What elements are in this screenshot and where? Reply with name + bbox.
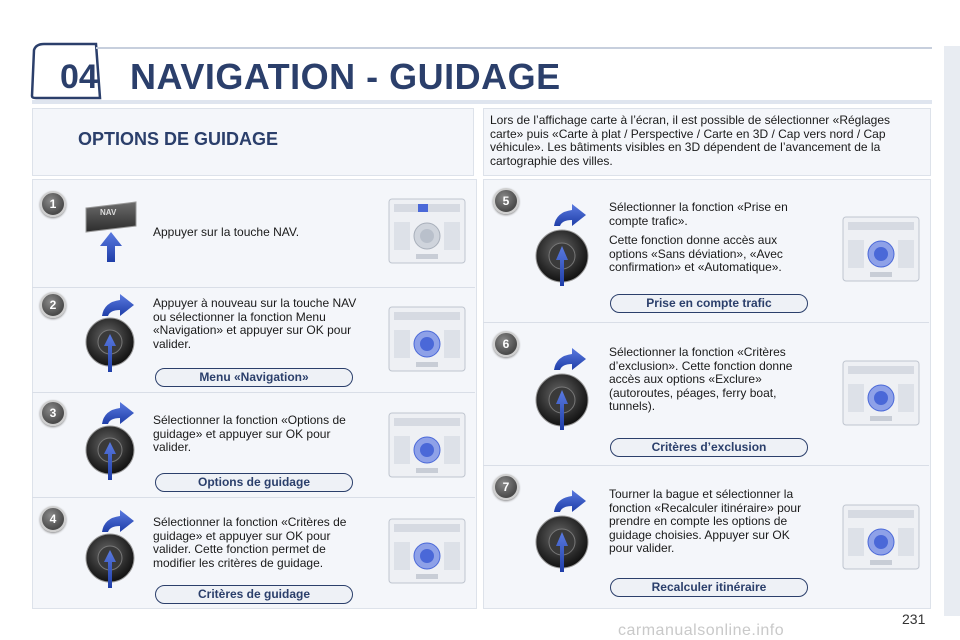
step-7-tag: Recalculer itinéraire: [610, 578, 808, 597]
step-6-tag: Critères d’exclusion: [610, 438, 808, 457]
head-unit-icon: [842, 504, 920, 570]
dial-knob-icon: [532, 490, 598, 574]
step-2-badge: 2: [40, 292, 66, 318]
divider: [483, 322, 929, 323]
dial-knob-icon: [80, 294, 146, 374]
step-3-badge: 3: [40, 400, 66, 426]
dial-knob-icon: [532, 204, 598, 288]
chapter-number: 04: [60, 58, 98, 96]
divider: [483, 465, 929, 466]
step-5-text: [609, 201, 809, 281]
step-7-text: Tourner la bague et sélectionner la fonction «Recalculer itinéraire» pour prendre en compte les options de guidage choisies. Appuyer sur OK pour valider.: [609, 487, 802, 555]
step-4-text: Sélectionner la fonction «Critères de guidage» et appuyer sur OK pour valider. Cette fonction permet de modifier les critères de guidage.: [153, 515, 347, 570]
step-4-badge: 4: [40, 506, 66, 532]
header-band: [32, 100, 932, 104]
step-3-tag: Options de guidage: [155, 473, 353, 492]
head-unit-icon: [388, 518, 466, 584]
step-2-tag: Menu «Navigation»: [155, 368, 353, 387]
dial-knob-icon: [80, 402, 146, 482]
head-unit-icon: [842, 216, 920, 282]
step-5-badge: 5: [493, 188, 519, 214]
divider: [32, 497, 475, 498]
step-5-tag: Prise en compte trafic: [610, 294, 808, 313]
header-rule: [96, 47, 932, 49]
page-number: 231: [902, 611, 926, 627]
head-unit-icon: [388, 306, 466, 372]
step-6-badge: 6: [493, 331, 519, 357]
step-5-text-line: Sélectionner la fonction «Prise en compte trafic».: [609, 200, 788, 228]
section-title: OPTIONS DE GUIDAGE: [78, 129, 279, 149]
dial-knob-icon: [532, 348, 598, 432]
step-2-text: Appuyer à nouveau sur la touche NAV ou sélectionner la fonction Menu «Navigation» et appuyer sur OK pour valider.: [153, 296, 357, 351]
head-unit-icon: [388, 412, 466, 478]
step-7-badge: 7: [493, 474, 519, 500]
head-unit-icon: [842, 360, 920, 426]
step-5-text-detail: Cette fonction donne accès aux options «Sans déviation», «Avec confirmation» et «Automatique».: [609, 233, 783, 274]
side-bar: [944, 46, 960, 616]
step-1-text: Appuyer sur la touche NAV.: [153, 225, 300, 239]
step-3-text: Sélectionner la fonction «Options de guidage» et appuyer sur OK pour valider.: [153, 413, 346, 454]
step-4-tag: Critères de guidage: [155, 585, 353, 604]
divider: [32, 287, 475, 288]
head-unit-icon: [388, 198, 466, 264]
divider: [32, 392, 475, 393]
step-1-badge: 1: [40, 191, 66, 217]
page-title: NAVIGATION - GUIDAGE: [130, 56, 561, 97]
watermark: carmanualsonline.info: [618, 622, 785, 639]
intro-text: Lors de l’affichage carte à l’écran, il est possible de sélectionner «Réglages carte» puis «Carte à plat / Perspective / Carte en 3D / Cap vers nord / Cap véhicule». Les bâtiments visibles en 3D dépendent de l’avancement de la cartographie des villes.: [490, 113, 891, 168]
dial-knob-icon: [80, 510, 146, 590]
step-6-text: Sélectionner la fonction «Critères d’exclusion». Cette fonction donne accès aux options «Exclure» (autoroutes, péages, ferry boat, tunnels).: [609, 345, 793, 413]
nav-key-label: NAV: [100, 208, 117, 217]
